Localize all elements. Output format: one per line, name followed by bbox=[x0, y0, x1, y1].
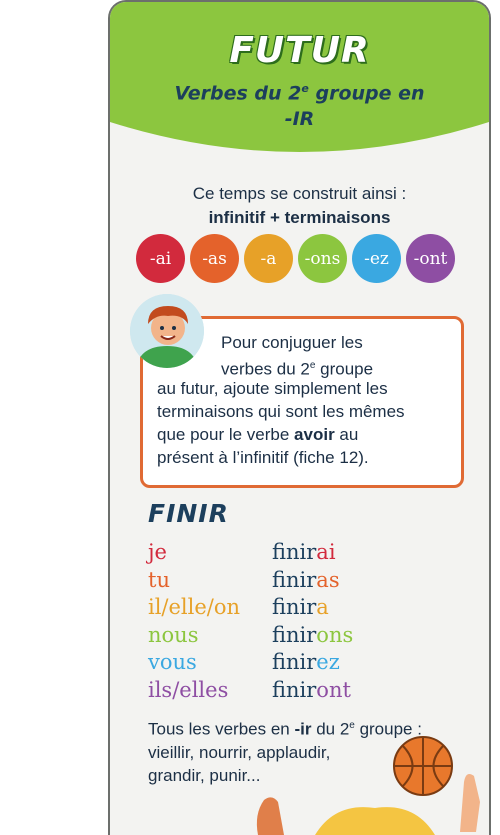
verb-ending: ai bbox=[316, 540, 336, 564]
endings-row bbox=[136, 234, 466, 283]
hand-left-icon bbox=[250, 794, 290, 835]
verb-ending: ez bbox=[316, 650, 340, 675]
basketball-icon bbox=[392, 735, 454, 797]
subtitle-text: Verbes du 2 bbox=[174, 82, 302, 105]
verb-ending: ons bbox=[316, 622, 354, 647]
verb-form bbox=[272, 568, 340, 592]
pronoun: il/elle/on bbox=[148, 595, 241, 620]
tip-line6: présent à l’infinitif (fiche 12). bbox=[157, 448, 369, 467]
verb-stem: finir bbox=[272, 622, 317, 647]
tip-line5: que pour le verbe avoir au bbox=[157, 425, 359, 444]
verb-form bbox=[272, 595, 329, 619]
tip-line4: terminaisons qui sont les mêmes bbox=[157, 402, 405, 421]
ending-badge: -ont bbox=[406, 234, 455, 283]
intro-line2: infinitif + terminaisons bbox=[208, 208, 391, 227]
hand-icon bbox=[450, 762, 486, 832]
page-subtitle bbox=[110, 76, 489, 132]
lesson-card bbox=[108, 0, 491, 835]
verb-ending: ont bbox=[316, 677, 351, 702]
ending-badge: -a bbox=[244, 234, 293, 283]
tip-line3: au futur, ajoute simplement les bbox=[157, 379, 388, 398]
pronoun: tu bbox=[148, 567, 170, 592]
verb-ending: a bbox=[316, 595, 329, 620]
verb-form bbox=[272, 650, 340, 674]
footer-line1: Tous les verbes en -ir du 2e groupe : bbox=[148, 719, 422, 739]
verb-title: FINIR bbox=[148, 499, 229, 528]
pronoun: nous bbox=[148, 622, 199, 647]
pronoun: ils/elles bbox=[148, 677, 229, 702]
subtitle-line2: -IR bbox=[284, 108, 315, 131]
verb-form bbox=[272, 540, 336, 564]
ending-badge: -ons bbox=[298, 234, 347, 283]
ending-badge: -as bbox=[190, 234, 239, 283]
pronoun: vous bbox=[148, 650, 197, 675]
verb-stem: finir bbox=[272, 677, 317, 702]
verb-ending: as bbox=[316, 567, 340, 592]
verb-stem: finir bbox=[272, 595, 317, 620]
hair-icon bbox=[315, 802, 435, 835]
ending-badge: -ez bbox=[352, 234, 401, 283]
ending-badge: -ai bbox=[136, 234, 185, 283]
intro-line1: Ce temps se construit ainsi : bbox=[192, 184, 407, 203]
boy-avatar bbox=[130, 294, 204, 368]
verb-stem: finir bbox=[272, 567, 317, 592]
pronoun: je bbox=[148, 540, 167, 564]
intro-text bbox=[110, 182, 489, 230]
verb-stem: finir bbox=[272, 540, 317, 564]
subtitle-text-post: groupe en bbox=[308, 82, 425, 105]
footer-line2: vieillir, nourrir, applaudir, bbox=[148, 742, 331, 762]
verb-stem: finir bbox=[272, 650, 317, 675]
subtitle-sup: e bbox=[301, 82, 309, 95]
page-title: FUTUR bbox=[229, 30, 370, 71]
tip-line2: verbes du 2e groupe bbox=[221, 359, 374, 379]
tip-line1: Pour conjuguer les bbox=[221, 333, 363, 352]
footer-line3: grandir, punir... bbox=[148, 765, 261, 785]
verb-form bbox=[272, 623, 353, 647]
verb-form bbox=[272, 678, 351, 702]
